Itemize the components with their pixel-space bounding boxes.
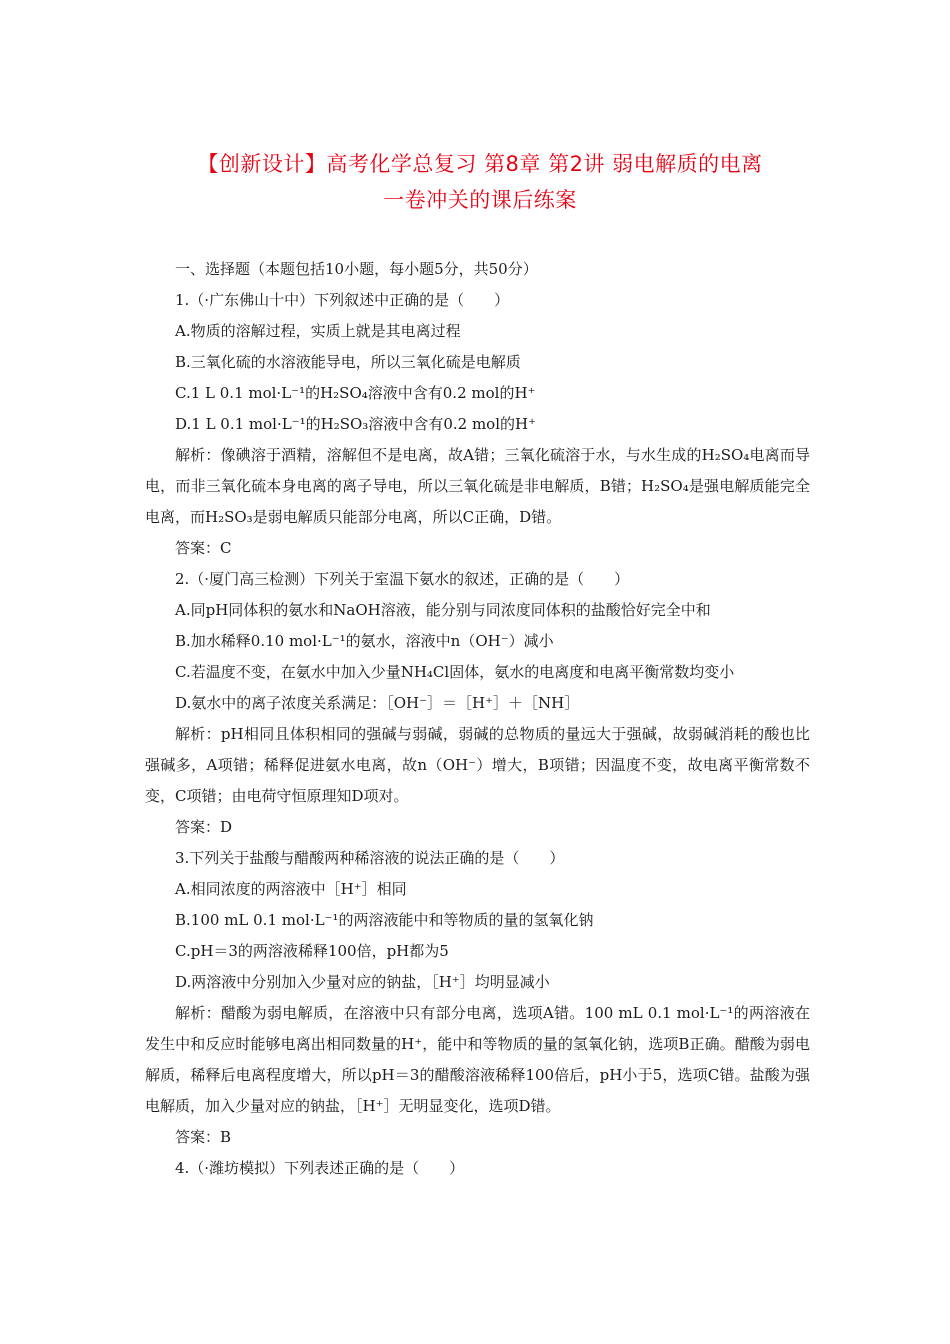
- question-1-stem: 1.（·广东佛山十中）下列叙述中正确的是（ ）: [175, 291, 510, 309]
- question-2-analysis: 解析：pH相同且体积相同的强碱与弱碱，弱碱的总物质的量远大于强碱，故弱碱消耗的酸也比强碱多，A项错；稀释促进氨水电离，故n（OH⁻）增大，B项错；因温度不变，故电离平衡常数不变，C项错；由电荷守恒原理知D项对。: [145, 725, 810, 805]
- title-line-1: 【创新设计】高考化学总复习 第8章 第2讲 弱电解质的电离: [197, 152, 763, 176]
- question-3-option-b: B.100 mL 0.1 mol·L⁻¹的两溶液能中和等物质的量的氢氧化钠: [175, 911, 594, 929]
- question-3-option-d: D.两溶液中分别加入少量对应的钠盐，［H⁺］均明显减小: [175, 973, 550, 991]
- question-1-answer: 答案：C: [175, 539, 232, 557]
- section-heading: 一、选择题（本题包括10小题，每小题5分，共50分）: [175, 260, 538, 278]
- question-4-stem: 4.（·潍坊模拟）下列表述正确的是（ ）: [175, 1159, 465, 1177]
- question-1-option-b: B.三氧化硫的水溶液能导电，所以三氧化硫是电解质: [175, 353, 521, 371]
- question-1-option-c: C.1 L 0.1 mol·L⁻¹的H₂SO₄溶液中含有0.2 mol的H⁺: [175, 384, 536, 402]
- title-line-2: 一卷冲关的课后练案: [383, 188, 577, 212]
- question-2-answer: 答案：D: [175, 818, 233, 836]
- question-3-option-a: A.相同浓度的两溶液中［H⁺］相同: [175, 880, 407, 898]
- document-title: [140, 146, 820, 218]
- question-3-answer: 答案：B: [175, 1128, 232, 1146]
- question-2-stem: 2.（·厦门高三检测）下列关于室温下氨水的叙述，正确的是（ ）: [175, 570, 630, 588]
- question-2-option-b: B.加水稀释0.10 mol·L⁻¹的氨水，溶液中n（OH⁻）减小: [175, 632, 554, 650]
- question-1-option-d: D.1 L 0.1 mol·L⁻¹的H₂SO₃溶液中含有0.2 mol的H⁺: [175, 415, 536, 433]
- question-3-stem: 3.下列关于盐酸与醋酸两种稀溶液的说法正确的是（ ）: [175, 849, 565, 867]
- question-1-option-a: A.物质的溶解过程，实质上就是其电离过程: [175, 322, 461, 340]
- document-body: [145, 254, 810, 1184]
- question-1-analysis: 解析：像碘溶于酒精，溶解但不是电离，故A错；三氧化硫溶于水，与水生成的H₂SO₄电离而导电，而非三氧化硫本身电离的离子导电，所以三氧化硫是非电解质，B错；H₂SO₄是强电解质能完全电离，而H₂SO₃是弱电解质只能部分电离，所以C正确，D错。: [145, 446, 810, 526]
- question-3-analysis: 解析：醋酸为弱电解质，在溶液中只有部分电离，选项A错。100 mL 0.1 mol·L⁻¹的两溶液在发生中和反应时能够电离出相同数量的H⁺，能中和等物质的量的氢氧化钠，选项B正确。醋酸为弱电解质，稀释后电离程度增大，所以pH＝3的醋酸溶液稀释100倍后，pH小于5，选项C错。盐酸为强电解质，加入少量对应的钠盐，［H⁺］无明显变化，选项D错。: [145, 1004, 810, 1115]
- question-2-option-a: A.同pH同体积的氨水和NaOH溶液，能分别与同浓度同体积的盐酸恰好完全中和: [175, 601, 711, 619]
- question-3-option-c: C.pH＝3的两溶液稀释100倍，pH都为5: [175, 942, 449, 960]
- question-2-option-c: C.若温度不变，在氨水中加入少量NH₄Cl固体，氨水的电离度和电离平衡常数均变小: [175, 663, 735, 681]
- question-2-option-d: D.氨水中的离子浓度关系满足：［OH⁻］＝［H⁺］＋［NH］: [175, 694, 580, 712]
